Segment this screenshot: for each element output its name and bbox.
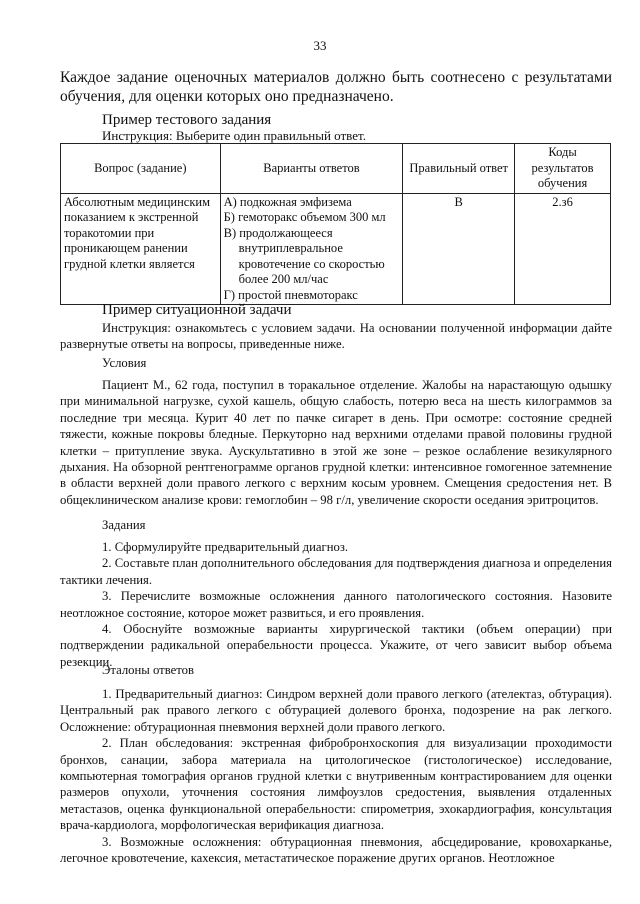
question-cell: Абсолютным медицинским показанием к экстренной торакотомии при проникающем ранении грудной клетки является (61, 193, 221, 305)
options-cell (220, 193, 403, 305)
option-c-line: внутриплевральное (238, 241, 343, 255)
task-item: 4. Обоснуйте возможные варианты хирургической тактики (объем операции) при подтверждении радикальной операбельности процесса. Укажите, от чего зависит выбор объема резекции. (60, 622, 612, 669)
answer-item: 1. Предварительный диагноз: Синдром верхней доли правого легкого (ателектаз, обтурация). Центральный рак правого легкого с обтурацией долевого бронха, подозрение на рак легкого. Осложнение: обтурационная пневмония верхней доли правого легкого. (60, 687, 612, 734)
task-item: 3. Перечислите возможные осложнения данного патологического состояния. Назовите неотложное состояние, которое может развиться, и его проявления. (60, 589, 612, 620)
task-item: 1. Сформулируйте предварительный диагноз. (102, 540, 349, 554)
tasks-block (60, 539, 612, 670)
test-instruction: Инструкция: Выберите один правильный ответ. (102, 128, 366, 143)
table-row (61, 193, 611, 305)
correct-answer-cell: В (403, 193, 515, 305)
answer-item: 3. Возможные осложнения: обтурационная пневмония, абсцедирование, кровохарканье, легочное кровотечение, кахексия, метастатическое поражение других органов. Неотложное (60, 834, 612, 866)
page-number: 33 (313, 38, 327, 53)
conditions-text: Пациент М., 62 года, поступил в торакальное отделение. Жалобы на нарастающую одышку при минимальной нагрузке, сухой кашель, общую слабость, потерю веса на шесть килограммов за последние три месяца. Курит 40 лет по пачке сигарет в день. При осмотре: состояние средней тяжести, кожные покровы бледные. Перкуторно над верхними отделами правой половины грудной клетки – притупление звука. Аускультативно в этой же зоне – резкое ослабление везикулярного дыхания. На обзорной рентгенограмме органов грудной клетки: интенсивное гомогенное затемнение в области верхней доли правого легкого с верхним косым уровнем. Смещения средостения нет. В общеклиническом анализе крови: гемоглобин – 98 г/л, увеличение скорости оседания эритроцитов. (60, 378, 612, 507)
option-c-line: кровотечение со скоростью (238, 256, 385, 271)
situational-instruction-block (60, 320, 612, 353)
header-question: Вопрос (задание) (61, 144, 221, 194)
answers-label: Эталоны ответов (102, 663, 194, 677)
answer-item: 2. План обследования: экстренная фибробронхоскопия для визуализации проходимости бронхов, санации, забора материала на цитологическое (гистологическое) исследование, компьютерная томография органов грудной клетки с внутривенным контрастированием для оценки размеров опухоли, уточнения состояния лимфоузлов средостения, выявления отдаленных метастазов, оценка функциональной операбельности: спирометрия, эхокардиография, консультация врача-кардиолога, морфологическая верификация диагноза. (60, 736, 612, 833)
test-example-title: Пример тестового задания (102, 112, 272, 128)
header-correct: Правильный ответ (403, 144, 515, 194)
situational-title: Пример ситуационной задачи (102, 302, 292, 318)
answers-block (60, 686, 612, 866)
intro-paragraph: Каждое задание оценочных материалов должно быть соотнесено с результатами обучения, для оценки которых оно предназначено. (60, 69, 612, 105)
conditions-label: Условия (102, 356, 147, 370)
option-c: В) продолжающееся (223, 225, 333, 240)
option-c-line: более 200 мл/час (238, 272, 329, 286)
conditions-block (60, 377, 612, 508)
test-table (60, 143, 611, 305)
result-code-cell: 2.з6 (515, 193, 611, 305)
tasks-label: Задания (102, 518, 146, 532)
option-a: А) подкожная эмфизема (223, 194, 352, 209)
header-options: Варианты ответов (220, 144, 403, 194)
table-header-row (61, 144, 611, 194)
header-codes: Коды результатов обучения (515, 144, 611, 194)
option-b: Б) гемоторакс объемом 300 мл (223, 210, 386, 224)
situational-instruction: Инструкция: ознакомьтесь с условием задачи. На основании полученной информации дайте развернутые ответы на вопросы, приведенные ниже. (60, 321, 612, 352)
task-item: 2. Составьте план дополнительного обследования для подтверждения диагноза и определения тактики лечения. (60, 556, 612, 587)
option-d: Г) простой пневмоторакс (223, 287, 358, 302)
